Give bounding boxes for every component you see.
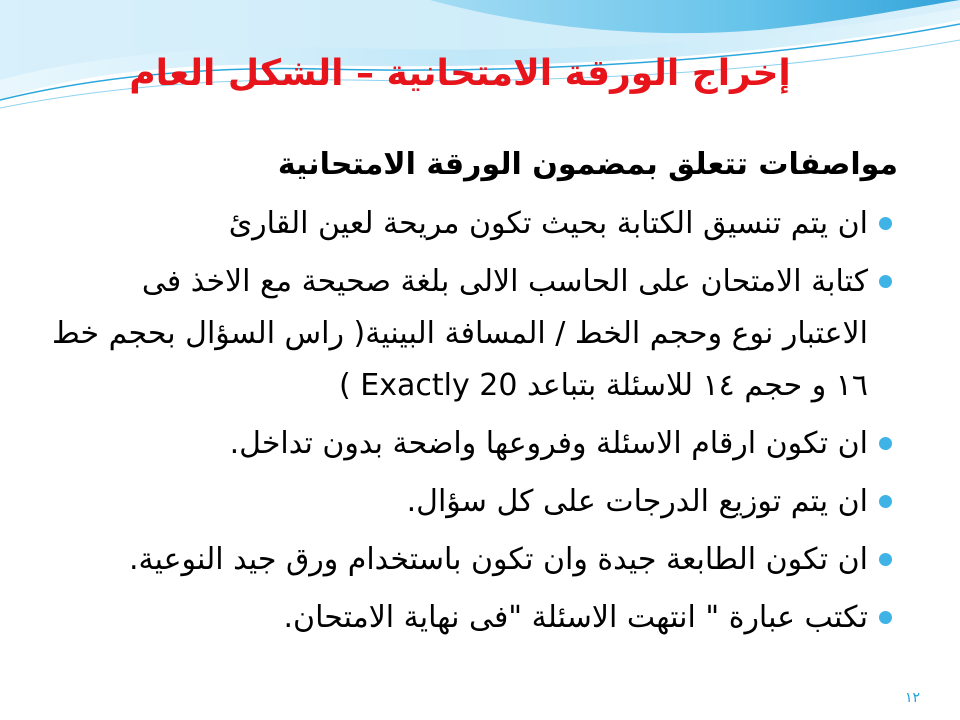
bullet-text: تكتب عبارة " انتهت الاسئلة "فى نهاية الامتحان.: [283, 600, 868, 635]
bullet-text: ان تكون الطابعة جيدة وان تكون باستخدام ورق جيد النوعية.: [128, 542, 868, 577]
list-item: [50, 534, 890, 586]
bullet-text: ان يتم تنسيق الكتابة بحيث تكون مريحة لعين القارئ: [228, 206, 868, 241]
bullet-dot-icon: [879, 437, 892, 450]
slide-title: إخراج الورقة الامتحانية – الشكل العام: [129, 53, 791, 94]
list-item: [50, 198, 890, 250]
bullet-list: [50, 198, 890, 650]
bullet-text: ان يتم توزيع الدرجات على كل سؤال.: [406, 484, 868, 519]
bullet-dot-icon: [879, 611, 892, 624]
bullet-text: ان تكون ارقام الاسئلة وفروعها واضحة بدون تداخل.: [229, 426, 868, 461]
list-item: [50, 418, 890, 470]
list-item: [50, 256, 890, 412]
bullet-text: كتابة الامتحان على الحاسب الالى بلغة صحيحة مع الاخذ فى الاعتبار نوع وحجم الخط / المسافة البينية( راس السؤال بحجم خط ١٦ و حجم ١٤ للاسئلة بتباعد Exactly 20 ): [52, 264, 868, 403]
bullet-dot-icon: [879, 275, 892, 288]
bullet-dot-icon: [879, 495, 892, 508]
bullet-dot-icon: [879, 553, 892, 566]
list-item: [50, 476, 890, 528]
slide-number: ١٢: [904, 690, 920, 706]
bullet-dot-icon: [879, 217, 892, 230]
slide-subtitle: مواصفات تتعلق بمضمون الورقة الامتحانية: [277, 147, 898, 182]
list-item: [50, 592, 890, 644]
